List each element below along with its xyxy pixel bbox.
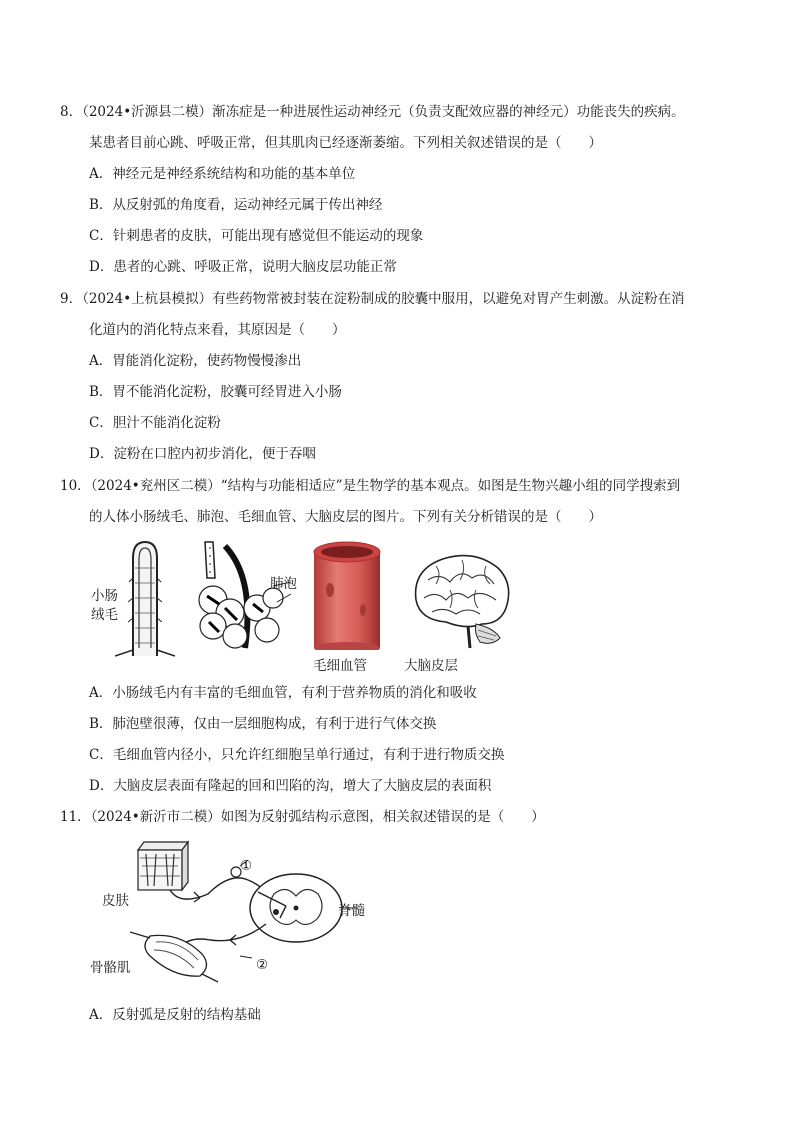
question-10-option-c: C．毛细血管内径小，只允许红细胞呈单行通过，有利于进行物质交换 [89,747,505,763]
question-10-stem [60,477,680,495]
question-text: 有些药物常被封装在淀粉制成的胶囊中服用，以避免对胃产生刺激。从淀粉在消 [212,291,685,307]
question-11-stem [60,808,545,826]
question-9-option-b: B．胃不能消化淀粉，胶囊可经胃进入小肠 [89,384,342,400]
capillary-image [308,540,388,650]
question-10-option-a: A．小肠绒毛内有丰富的毛细血管，有利于营养物质的消化和吸收 [89,685,477,701]
label-spinal-cord: 脊髓 [338,903,365,919]
question-source: （2024•新沂市二模） [90,809,221,825]
question-11-option-a: A．反射弧是反射的结构基础 [89,1007,261,1023]
label-marker-1: ① [240,858,253,874]
question-8-option-c: C．针刺患者的皮肤，可能出现有感觉但不能运动的现象 [89,228,424,244]
label-marker-2: ② [256,957,269,973]
question-number: 11． [60,809,91,825]
question-9-option-d: D．淀粉在口腔内初步消化，便于吞咽 [89,446,316,462]
question-source: （2024•兖州区二模） [90,478,221,494]
intestinal-villus-image [115,538,175,658]
reflex-arc-figure [90,836,380,986]
label-villus-line1: 小肠 [91,588,118,604]
question-8-stem-cont: 某患者目前心跳、呼吸正常，但其肌肉已经逐渐萎缩。下列相关叙述错误的是（ ） [89,135,602,151]
question-8-option-a: A．神经元是神经系统结构和功能的基本单位 [89,166,356,182]
question-9-option-c: C．胆汁不能消化淀粉 [89,415,221,431]
label-alveoli: 肺泡 [270,576,297,592]
question-8-option-b: B．从反射弧的角度看，运动神经元属于传出神经 [89,197,383,213]
label-skin: 皮肤 [102,893,129,909]
question-number: 9． [60,291,83,307]
label-capillary: 毛细血管 [313,658,367,674]
question-9-stem-cont: 化道内的消化特点来看，其原因是（ ） [89,322,346,338]
question-text: 如图为反射弧结构示意图，相关叙述错误的是（ ） [220,809,545,825]
question-10-option-b: B．肺泡壁很薄，仅由一层细胞构成，有利于进行气体交换 [89,716,437,732]
question-10-option-d: D．大脑皮层表面有隆起的回和凹陷的沟，增大了大脑皮层的表面积 [89,778,492,794]
question-number: 10． [60,478,91,494]
question-8-option-d: D．患者的心跳、呼吸正常，说明大脑皮层功能正常 [89,259,397,275]
question-9-stem [60,290,685,308]
question-text: 渐冻症是一种进展性运动神经元（负责支配效应器的神经元）功能丧失的疾病。 [212,104,685,120]
question-10-stem-cont: 的人体小肠绒毛、肺泡、毛细血管、大脑皮层的图片。下列有关分析错误的是（ ） [89,509,602,525]
alveoli-image [185,538,305,658]
label-cortex: 大脑皮层 [404,658,458,674]
question-8-stem [60,103,685,121]
brain-image [406,550,516,650]
question-source: （2024•沂源县二模） [82,104,213,120]
label-villus-line2: 绒毛 [91,607,118,623]
question-source: （2024•上杭县模拟） [82,291,213,307]
question-text: “结构与功能相适应”是生物学的基本观点。如图是生物兴趣小组的同学搜索到 [220,478,681,494]
question-9-option-a: A．胃能消化淀粉，使药物慢慢渗出 [89,353,302,369]
question-10-figure [90,538,520,674]
reflex-arc-diagram [90,836,380,986]
question-number: 8． [60,104,83,120]
label-skeletal-muscle: 骨骼肌 [90,960,131,976]
